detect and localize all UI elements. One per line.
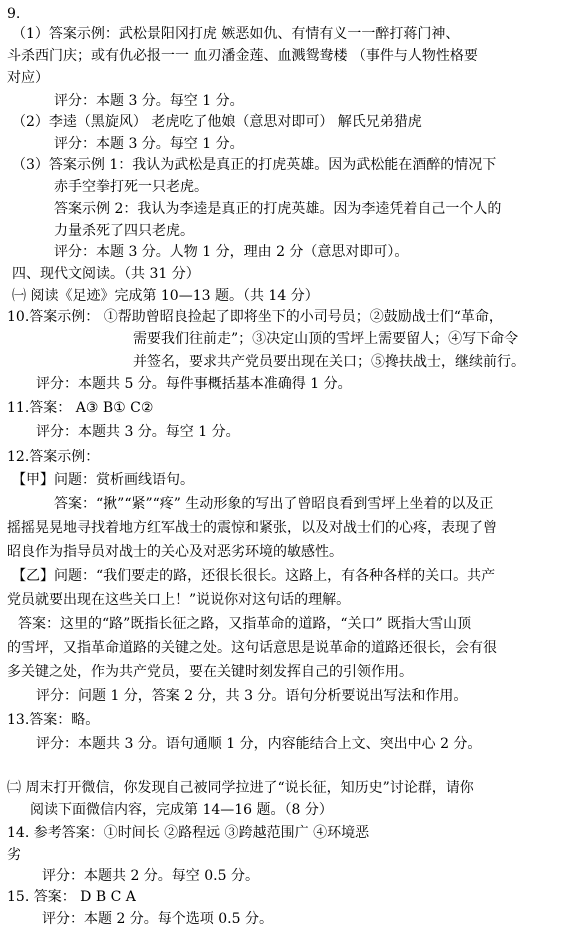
q12-yi-question-line2: 党员就要出现在这些关口上！”说说你对这句话的理解。 <box>7 592 351 608</box>
q15-scoring: 评分：本题 2 分。每个选项 0.5 分。 <box>42 911 273 927</box>
q9-part3-example1-line2: 赤手空拳打死一只老虎。 <box>54 179 208 195</box>
q12-yi-question-line1: 【乙】问题：“我们要走的路，还很长很长。这路上，有各种各样的关口。共产 <box>12 568 496 584</box>
q12-jia-answer-line2: 摇摇晃晃地寻找着地方红军战士的震惊和紧张，以及对战士们的心疼，表现了曾 <box>7 520 497 536</box>
q9-part3-example2-line2: 力量杀死了四只老虎。 <box>54 223 194 239</box>
q10-answer-line1: 10.答案示例： ①帮助曾昭良捡起了即将坐下的小司号员；②鼓励战士们“革命， <box>7 309 503 325</box>
q12-yi-answer-line1: 答案：这里的“路”既指长征之路，又指革命的道路，“关口” 既指大雪山顶 <box>18 616 472 632</box>
q14-answer-line2: 劣 <box>7 847 21 863</box>
q12-scoring: 评分：问题 1 分，答案 2 分，共 3 分。语句分析要说出写法和作用。 <box>36 688 468 704</box>
reading-1-heading: ㈠ 阅读《足迹》完成第 10—13 题。（共 14 分） <box>12 288 319 304</box>
q10-answer-line3: 并签名，要求共产党员要出现在关口；⑤搀扶战士，继续前行。 <box>133 354 525 370</box>
q10-answer-line2: 需要我们往前走”；③决定山顶的雪坪上需要留人；④写下命令 <box>133 331 519 347</box>
q12-jia-question: 【甲】问题：赏析画线语句。 <box>12 472 194 488</box>
section-4-heading: 四、现代文阅读。（共 31 分） <box>12 266 200 282</box>
q12-jia-answer-line1: 答案：“揪”“紧”“疼” 生动形象的写出了曾昭良看到雪坪上坐着的以及正 <box>54 496 494 512</box>
reading-2-heading-line2: 阅读下面微信内容，完成第 14—16 题。（8 分） <box>30 802 333 818</box>
q9-part1-answer-line3: 对应） <box>7 70 49 86</box>
q12-jia-answer-line3: 昭良作为指导员对战士的关心及对恶劣环境的敏感性。 <box>7 544 343 560</box>
q13-scoring: 评分：本题共 3 分。语句通顺 1 分，内容能结合上文、突出中心 2 分。 <box>36 736 482 752</box>
q9-part1-answer-line1: （1）答案示例：武松景阳冈打虎 嫉恶如仇、有情有义一一醉打蒋门神、 <box>12 26 460 42</box>
q9-part2-answer: （2）李逵（黑旋风） 老虎吃了他娘（意思对即可） 解氏兄弟猎虎 <box>12 114 422 130</box>
q11-scoring: 评分：本题共 3 分。每空 1 分。 <box>36 424 240 440</box>
q14-answer-line1: 14. 参考答案：①时间长 ②路程远 ③跨越范围广 ④环境恶 <box>7 825 370 841</box>
q12-yi-answer-line2: 的雪坪，又指革命道路的关键之处。这句话意思是说革命的道路还很长，会有很 <box>7 640 497 656</box>
q15-answer: 15. 答案： D B C A <box>7 889 136 905</box>
reading-2-heading-line1: ㈡ 周末打开微信，你发现自己被同学拉进了“说长征，知历史”讨论群，请你 <box>7 780 474 796</box>
q9-part3-example1-line1: （3）答案示例 1：我认为武松是真正的打虎英雄。因为武松能在酒醉的情况下 <box>12 157 497 173</box>
q14-scoring: 评分：本题共 2 分。每空 0.5 分。 <box>42 868 259 884</box>
q9-part3-example2-line1: 答案示例 2：我认为李逵是真正的打虎英雄。因为李逵凭着自己一个人的 <box>54 201 502 217</box>
q9-part1-answer-line2: 斗杀西门庆；或有仇必报一一 血刃潘金莲、血溅鸳鸯楼 （事件与人物性格要 <box>7 48 478 64</box>
q12-yi-answer-line3: 多关键之处，作为共产党员，要在关键时刻发挥自己的引领作用。 <box>7 664 413 680</box>
q10-scoring: 评分：本题共 5 分。每件事概括基本准确得 1 分。 <box>36 376 352 392</box>
q9-part2-scoring: 评分：本题 3 分。每空 1 分。 <box>54 136 244 152</box>
q12-heading: 12.答案示例： <box>7 449 100 465</box>
q9-part3-scoring: 评分：本题 3 分。人物 1 分，理由 2 分（意思对即可）。 <box>54 244 409 260</box>
q9-part1-scoring: 评分：本题 3 分。每空 1 分。 <box>54 93 244 109</box>
q13-answer: 13.答案：略。 <box>7 712 100 728</box>
q11-answer: 11.答案： A③ B① C② <box>7 400 154 416</box>
question-9-number: 9. <box>7 6 21 22</box>
